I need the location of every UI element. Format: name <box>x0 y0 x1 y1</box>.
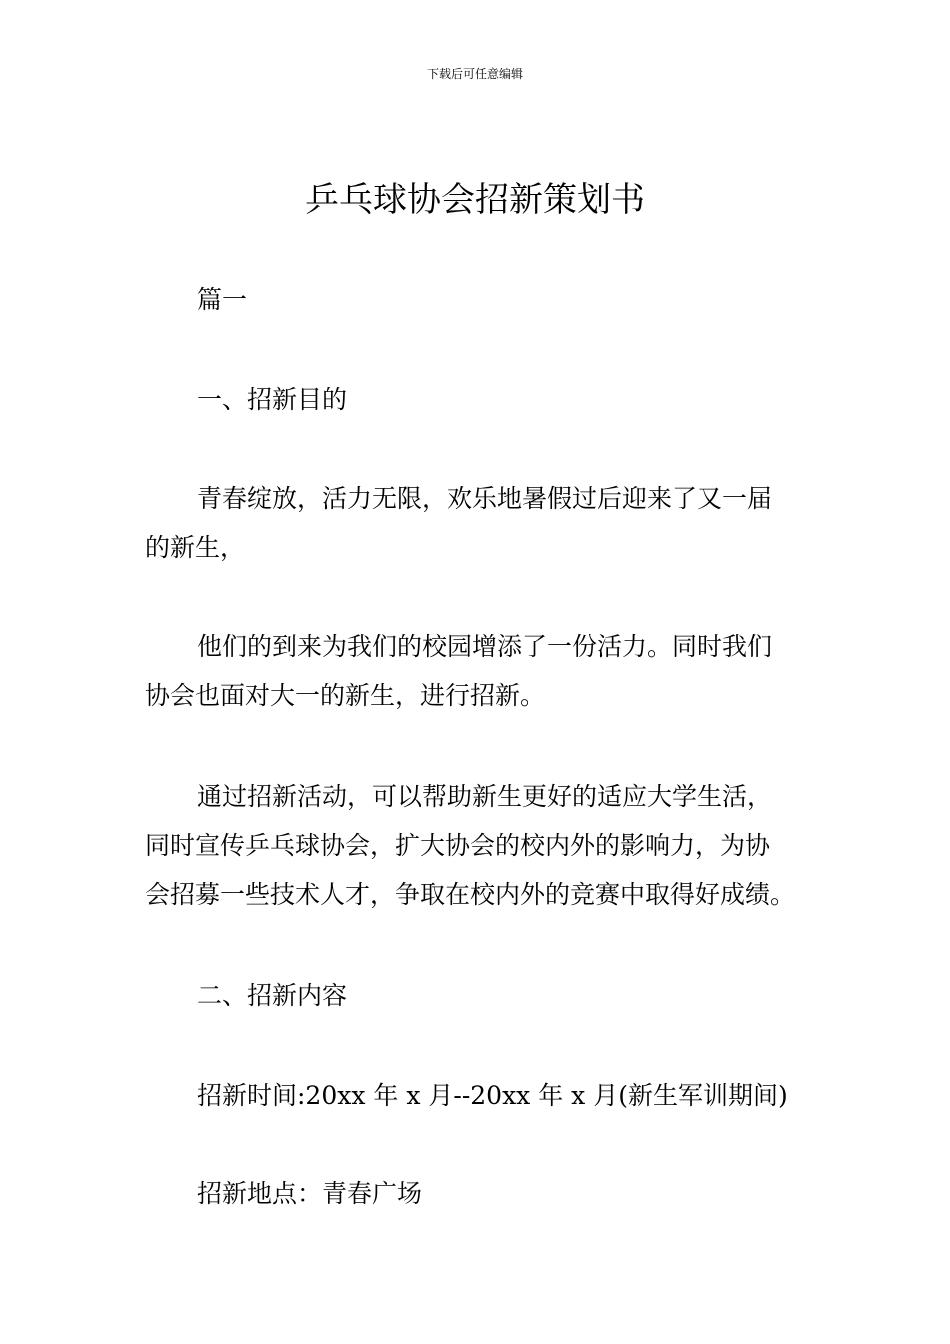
paragraph-line: 同时宣传乒乓球协会，扩大协会的校内外的影响力，为协 <box>145 831 771 860</box>
paragraph-purpose-1 <box>145 474 809 572</box>
paragraph-line: 他们的到来为我们的校园增添了一份活力。同时我们 <box>197 632 773 661</box>
page-header-note: 下载后可任意编辑 <box>426 67 523 81</box>
paragraph-line: 协会也面对大一的新生，进行招新。 <box>145 681 546 710</box>
paragraph-line: 青春绽放，活力无限，欢乐地暑假过后迎来了又一届 <box>197 484 773 513</box>
recruit-place: 招新地点：青春广场 <box>197 1179 423 1208</box>
paragraph-line: 会招募一些技术人才，争取在校内外的竞赛中取得好成绩。 <box>145 880 796 909</box>
part-label: 篇一 <box>197 285 248 314</box>
paragraph-line: 通过招新活动，可以帮助新生更好的适应大学生活， <box>197 782 773 811</box>
paragraph-purpose-2 <box>145 622 809 720</box>
recruit-time: 招新时间:20xx 年 x 月--20xx 年 x 月(新生军训期间) <box>197 1081 788 1110</box>
section-heading-content: 二、招新内容 <box>197 981 348 1010</box>
paragraph-line: 的新生， <box>145 533 246 562</box>
document-title: 乒乓球协会招新策划书 <box>305 180 645 220</box>
section-heading-purpose: 一、招新目的 <box>197 385 348 414</box>
paragraph-purpose-3 <box>145 772 809 919</box>
